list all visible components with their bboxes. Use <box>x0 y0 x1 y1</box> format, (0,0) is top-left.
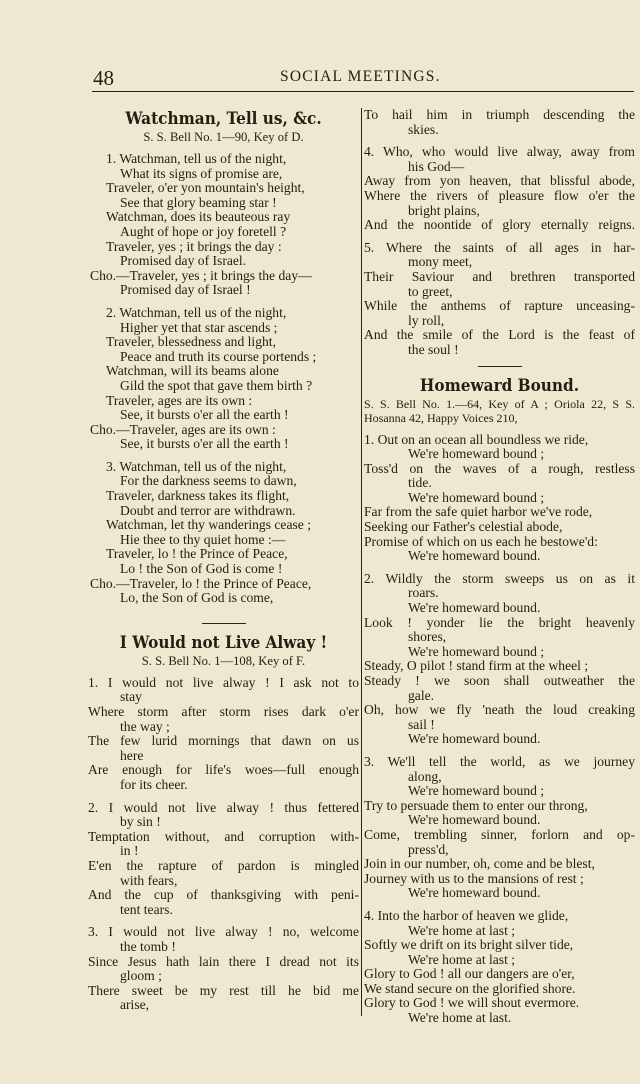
verse-line: ly roll, <box>408 312 445 328</box>
verse-line: Try to persuade them to enter our throng, <box>364 797 588 813</box>
verse-line: the tomb ! <box>120 938 176 954</box>
verse-line: Hie thee to thy quiet home :— <box>120 531 286 547</box>
verse-line: Promised day of Israel. <box>120 253 247 269</box>
verse-line: Traveler, blessedness and light, <box>106 334 276 350</box>
page-header <box>0 64 640 94</box>
verse-line: 3. Watchman, tell us of the night, <box>106 458 287 474</box>
verse-line: Traveler, o'er yon mountain's height, <box>106 180 305 196</box>
refrain-line: We're home at last ; <box>408 922 516 938</box>
verse-line: Seeking our Father's celestial abode, <box>364 519 563 535</box>
verse-line: For the darkness seems to dawn, <box>120 473 297 489</box>
chorus-line: Cho.—Traveler, yes ; it brings the day— <box>90 267 312 283</box>
refrain-line: We're homeward bound ; <box>408 446 545 462</box>
verse-line: See, it bursts o'er all the earth ! <box>120 407 289 423</box>
verse-line: 4. Who, who would live alway, away from <box>364 144 635 160</box>
verse-line: with fears, <box>120 872 178 888</box>
left-column <box>88 108 359 1013</box>
verse-line: arise, <box>120 997 150 1013</box>
verse-line: 1. Out on an ocean all boundless we ride, <box>364 431 589 447</box>
page-number: 48 <box>93 66 114 90</box>
verse-line: Traveler, yes ; it brings the day : <box>106 238 282 254</box>
hymn-live-alway <box>88 632 359 1013</box>
verse-line: Softly we drift on its bright silver tide, <box>364 937 574 953</box>
verse-line: Are enough for life's woes—full enough <box>88 762 359 778</box>
verse-line: And the smile of the Lord is the feast of <box>364 327 635 343</box>
verse-line: Where the rivers of pleasure flow o'er the <box>364 187 635 203</box>
verse-line: Lo ! the Son of God is come ! <box>120 561 283 577</box>
verse-line: tide. <box>408 475 432 491</box>
verse-line: mony meet, <box>408 254 473 270</box>
verse-line: shores, <box>408 629 447 645</box>
verse-line: press'd, <box>408 841 449 857</box>
verse-line: the way ; <box>120 718 170 734</box>
hymn-title: Watchman, Tell us, &c. <box>125 109 322 129</box>
verse-line: for its cheer. <box>120 776 188 792</box>
verse-line: Toss'd on the waves of a rough, restless <box>364 460 635 476</box>
verse-line: gloom ; <box>120 968 162 984</box>
verse-line: in ! <box>120 843 139 859</box>
verse-line: along, <box>408 768 442 784</box>
hymn-meta: S. S. Bell No. 1—90, Key of D. <box>143 130 304 144</box>
verse-line: Steady ! we soon shall outweather the <box>364 673 635 688</box>
verse-line: 3. I would not live alway ! no, welcome <box>88 924 359 940</box>
right-column <box>364 108 635 1026</box>
verse-line: Glory to God ! we will shout evermore. <box>364 995 580 1011</box>
chorus-line: See, it bursts o'er all the earth ! <box>120 436 289 452</box>
verse-line: Come, trembling sinner, forlorn and op- <box>364 826 635 842</box>
verse-line: 2. Watchman, tell us of the night, <box>106 304 287 320</box>
hymn-meta: S. S. Bell No. 1—108, Key of F. <box>141 653 306 668</box>
hymn-live-alway-continued <box>364 108 635 358</box>
verse-line: There sweet be my rest till he bid me <box>88 982 359 998</box>
verse-line: gale. <box>408 687 435 703</box>
verse-line: And the noontide of glory eternally reigns. <box>364 217 635 233</box>
verse-line: 1. I would not live alway ! I ask not to <box>88 674 359 690</box>
verse-line: 5. Where the saints of all ages in har- <box>364 239 635 255</box>
chorus-line: Lo, the Son of God is come, <box>120 590 274 606</box>
verse-line: And the cup of thanksgiving with peni- <box>88 887 359 903</box>
verse-line: Far from the safe quiet harbor we've rode, <box>364 504 593 520</box>
verse-line: Look ! yonder lie the bright heavenly <box>364 614 635 630</box>
verse-line: Watchman, let thy wanderings cease ; <box>106 517 312 533</box>
verse-line: 2. I would not live alway ! thus fettered <box>88 799 359 815</box>
verse-line: his God— <box>408 158 465 174</box>
verse-line: 1. Watchman, tell us of the night, <box>106 151 287 166</box>
refrain-line: We're homeward bound. <box>408 731 541 747</box>
verse-line: Away from yon heaven, that blissful abode, <box>364 173 635 189</box>
chorus-line: Promised day of Israel ! <box>120 282 251 298</box>
hymn-title: Homeward Bound. <box>419 375 580 396</box>
verse-line: tent tears. <box>120 901 173 917</box>
verse-line: Traveler, ages are its own : <box>106 392 253 408</box>
verse-line: 4. Into the harbor of heaven we glide, <box>364 907 569 923</box>
verse-line: Their Saviour and brethren transported <box>364 268 635 284</box>
verse-line: Peace and truth its course portends ; <box>120 348 317 364</box>
refrain-line: We're home at last. <box>408 1010 512 1026</box>
refrain-line: We're homeward bound. <box>408 600 541 616</box>
column-divider <box>361 108 362 1016</box>
verse-line: What its signs of promise are, <box>120 165 283 181</box>
verse-line: stay <box>120 689 142 705</box>
verse-line: Watchman, will its beams alone <box>106 363 279 379</box>
verse-line: Join in our number, oh, come and be blest, <box>364 856 595 872</box>
hymn-title: I Would not Live Alway ! <box>119 632 328 653</box>
verse-line: Traveler, lo ! the Prince of Peace, <box>106 546 288 562</box>
verse-line: Since Jesus hath lain there I dread not its <box>88 953 359 969</box>
verse-line: Promise of which on us each he bestowe'd: <box>364 533 598 549</box>
header-rule <box>92 91 634 92</box>
verse-line: Aught of hope or joy foretell ? <box>120 223 287 239</box>
hymn-watchman <box>88 108 359 606</box>
refrain-line: We're homeward bound ; <box>408 643 545 659</box>
verse-line: sail ! <box>408 716 435 732</box>
verse-line: Watchman, does its beauteous ray <box>106 209 291 225</box>
refrain-line: We're homeward bound ; <box>408 783 545 799</box>
verse-line: Journey with us to the mansions of rest ; <box>364 870 584 886</box>
verse-line: by sin ! <box>120 814 161 830</box>
verse-line: While the anthems of rapture unceasing- <box>364 298 635 314</box>
hymn-homeward-bound <box>364 375 635 1026</box>
chorus-line: Cho.—Traveler, ages are its own : <box>90 421 276 437</box>
refrain-line: We're homeward bound. <box>408 548 541 564</box>
refrain-line: We're home at last ; <box>408 951 516 967</box>
verse-line: Traveler, darkness takes its flight, <box>106 488 290 504</box>
verse-line: roars. <box>408 585 439 601</box>
verse-line: to greet, <box>408 283 453 299</box>
verse-line: We stand secure on the glorified shore. <box>364 980 576 996</box>
refrain-line: We're homeward bound ; <box>408 489 545 505</box>
verse-line: Temptation without, and corruption with- <box>88 828 359 844</box>
verse-line: bright plains, <box>408 202 480 218</box>
verse-line: 3. We'll tell the world, as we journey <box>364 753 635 769</box>
verse-line: skies. <box>408 121 439 137</box>
verse-line: Gild the spot that gave them birth ? <box>120 377 313 393</box>
chorus-line: Cho.—Traveler, lo ! the Prince of Peace, <box>90 575 312 591</box>
verse-line: To hail him in triumph descending the <box>364 107 635 122</box>
refrain-line: We're homeward bound. <box>408 812 541 828</box>
verse-line: Oh, how we fly 'neath the loud creaking <box>364 702 635 718</box>
verse-line: E'en the rapture of pardon is mingled <box>88 857 359 873</box>
verse-line: Glory to God ! all our dangers are o'er, <box>364 966 575 982</box>
refrain-line: We're homeward bound. <box>408 885 541 901</box>
verse-line: The few lurid mornings that dawn on us <box>88 733 359 749</box>
verse-line: the soul ! <box>408 341 459 357</box>
verse-line: Higher yet that star ascends ; <box>120 319 278 335</box>
verse-line: See that glory beaming star ! <box>120 194 277 210</box>
hymn-meta: S. S. Bell No. 1.—64, Key of A ; Oriola 22, S S. Hosanna 42, Happy Voices 210, <box>364 396 635 425</box>
verse-line: here <box>120 747 144 763</box>
verse-line: 2. Wildly the storm sweeps us on as it <box>364 570 635 586</box>
running-title: SOCIAL MEETINGS. <box>280 68 441 85</box>
verse-line: Where storm after storm rises dark o'er <box>88 704 359 719</box>
verse-line: Steady, O pilot ! stand firm at the wheel ; <box>364 658 589 674</box>
verse-line: Doubt and terror are withdrawn. <box>120 502 296 518</box>
